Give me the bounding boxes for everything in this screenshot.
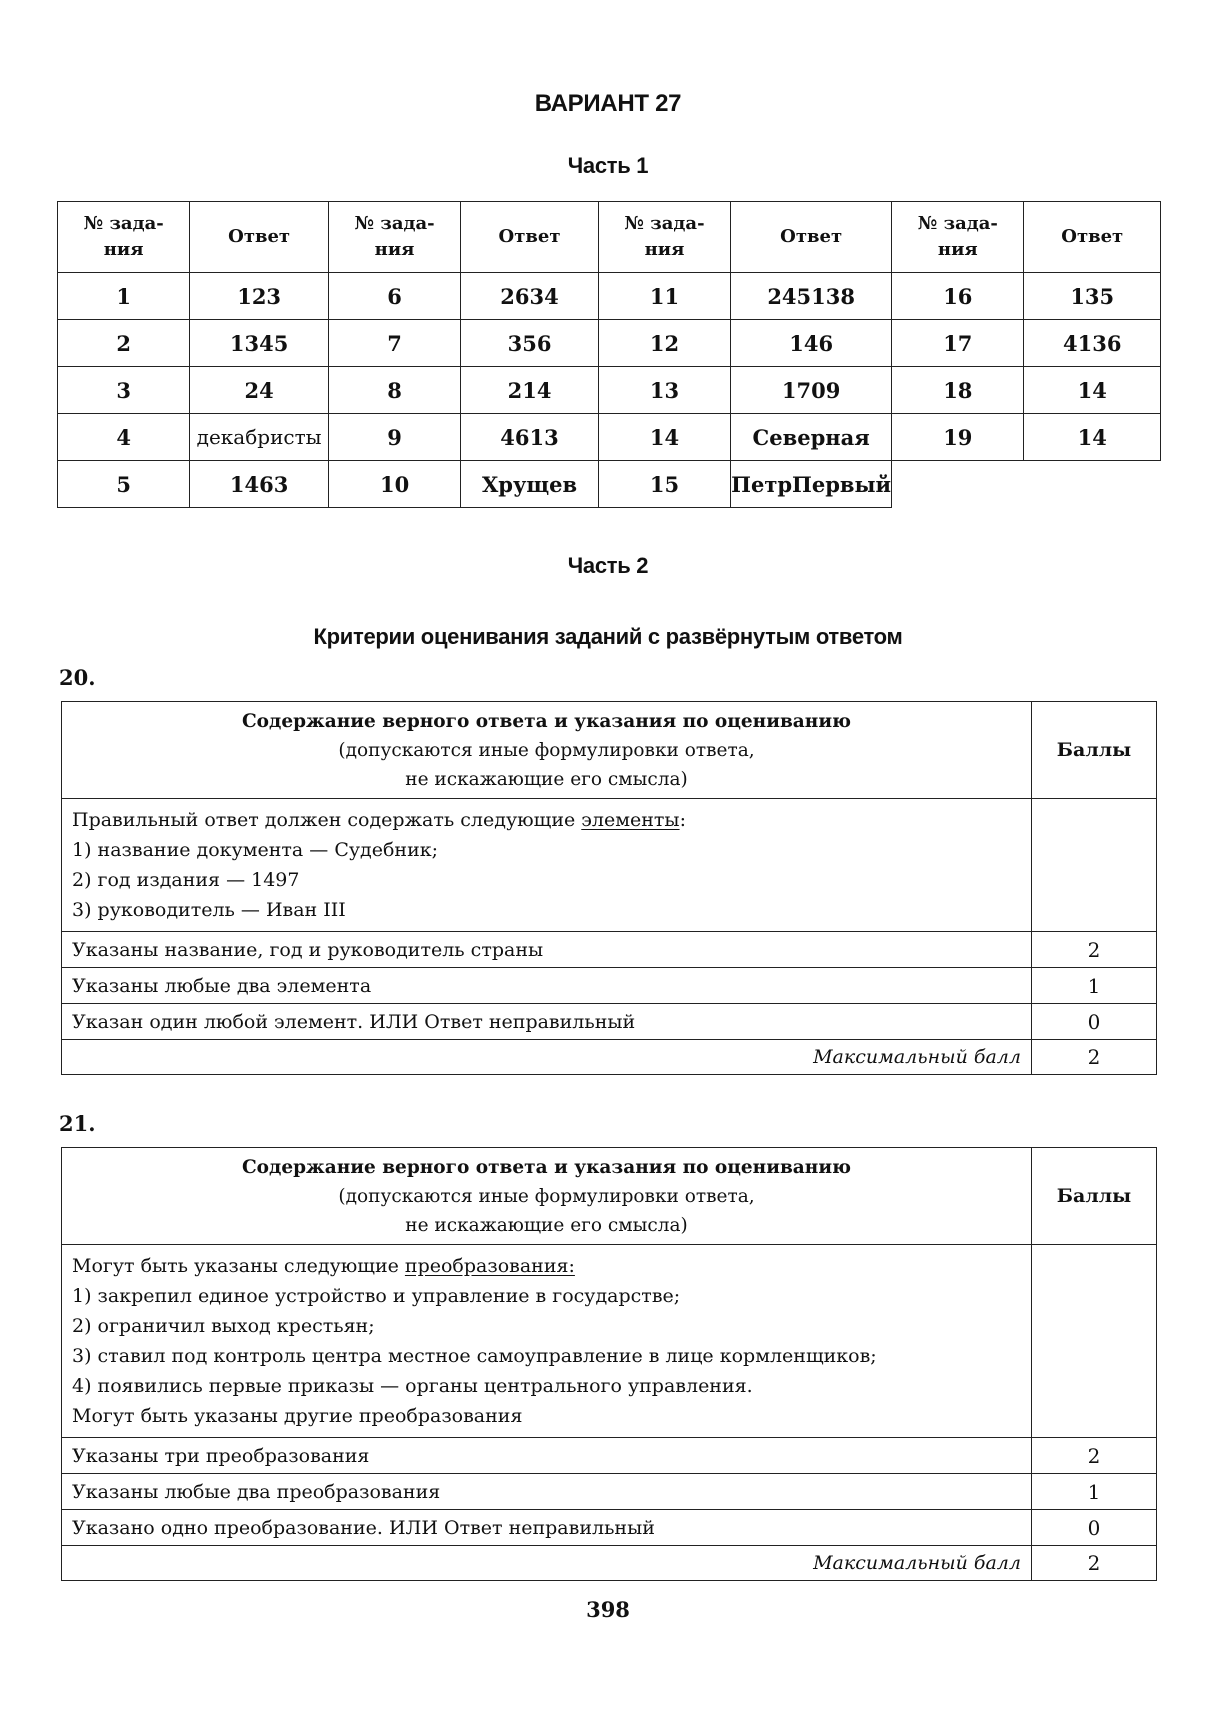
answer-item: 3) руководитель — Иван III bbox=[72, 899, 346, 921]
task-number: 6 bbox=[328, 273, 460, 320]
table-row bbox=[58, 273, 1161, 320]
header-line-1: Содержание верного ответа и указания по оцениванию bbox=[241, 1156, 852, 1178]
header-line-3: не искажающие его смысла) bbox=[405, 768, 688, 790]
answer-item: 2) ограничил выход крестьян; bbox=[72, 1315, 375, 1337]
answer-item: 1) название документа — Судебник; bbox=[72, 839, 439, 861]
task-answer: 123 bbox=[190, 273, 329, 320]
empty-cell bbox=[892, 461, 1024, 508]
header-text: ния bbox=[103, 239, 144, 260]
criteria-points: 1 bbox=[1032, 1474, 1157, 1510]
answer-item: 3) ставил под контроль центра местное самоуправление в лице кормленщиков; bbox=[72, 1345, 877, 1367]
empty-points-cell bbox=[1032, 799, 1157, 932]
header-answer: Ответ bbox=[190, 202, 329, 273]
header-answer: Ответ bbox=[731, 202, 892, 273]
criteria-points: 1 bbox=[1032, 968, 1157, 1004]
task-answer: 4613 bbox=[461, 414, 599, 461]
intro-after: : bbox=[679, 809, 686, 831]
task-number: 3 bbox=[58, 367, 190, 414]
criteria-table-21 bbox=[61, 1147, 1157, 1581]
header-text: № зада- bbox=[624, 213, 705, 234]
criteria-text: Указаны любые два элемента bbox=[62, 968, 1032, 1004]
task-answer: 4136 bbox=[1024, 320, 1161, 367]
task-number: 13 bbox=[598, 367, 730, 414]
header-text: ния bbox=[374, 239, 415, 260]
task-number: 14 bbox=[598, 414, 730, 461]
task-answer: 2634 bbox=[461, 273, 599, 320]
header-text: № зада- bbox=[83, 213, 164, 234]
answer-item: 2) год издания — 1497 bbox=[72, 869, 300, 891]
task-number: 10 bbox=[328, 461, 460, 508]
criteria-row bbox=[62, 1004, 1157, 1040]
answers-table bbox=[57, 201, 1161, 508]
task-answer: декабристы bbox=[190, 414, 329, 461]
task-answer: ПетрПервый bbox=[731, 461, 892, 508]
task-answer: 135 bbox=[1024, 273, 1161, 320]
table-row bbox=[58, 461, 1161, 508]
criteria-row bbox=[62, 932, 1157, 968]
empty-cell bbox=[1024, 461, 1161, 508]
max-score-value: 2 bbox=[1032, 1546, 1157, 1581]
task-number: 17 bbox=[892, 320, 1024, 367]
task-answer: 24 bbox=[190, 367, 329, 414]
task-number: 1 bbox=[58, 273, 190, 320]
task-answer: Северная bbox=[731, 414, 892, 461]
variant-title: ВАРИАНТ 27 bbox=[534, 90, 682, 117]
header-text: № зада- bbox=[917, 213, 998, 234]
task-number: 4 bbox=[58, 414, 190, 461]
task-answer: 1463 bbox=[190, 461, 329, 508]
task-number: 9 bbox=[328, 414, 460, 461]
part2-title: Часть 2 bbox=[567, 553, 649, 578]
criteria-points: 0 bbox=[1032, 1510, 1157, 1546]
table-row bbox=[58, 320, 1161, 367]
task-number: 16 bbox=[892, 273, 1024, 320]
task-answer: 356 bbox=[461, 320, 599, 367]
header-text: № зада- bbox=[354, 213, 435, 234]
criteria-points: 2 bbox=[1032, 932, 1157, 968]
max-score-row bbox=[62, 1546, 1157, 1581]
table-row bbox=[58, 414, 1161, 461]
header-task-number bbox=[58, 202, 190, 273]
criteria-header-content bbox=[62, 1148, 1032, 1245]
header-line-2: (допускаются иные формулировки ответа, bbox=[338, 739, 755, 761]
header-task-number bbox=[892, 202, 1024, 273]
header-task-number bbox=[598, 202, 730, 273]
answer-content bbox=[62, 1245, 1032, 1438]
task-answer: Хрущев bbox=[461, 461, 599, 508]
task-number: 18 bbox=[892, 367, 1024, 414]
task-answer: 14 bbox=[1024, 414, 1161, 461]
task-answer: 1709 bbox=[731, 367, 892, 414]
answer-content-row bbox=[62, 799, 1157, 932]
part1-title: Часть 1 bbox=[567, 153, 649, 178]
answer-item: 4) появились первые приказы — органы центрального управления. bbox=[72, 1375, 753, 1397]
intro-text: Правильный ответ должен содержать следующие bbox=[72, 809, 582, 831]
empty-points-cell bbox=[1032, 1245, 1157, 1438]
task-number: 15 bbox=[598, 461, 730, 508]
criteria-header-row bbox=[62, 702, 1157, 799]
task-answer: 245138 bbox=[731, 273, 892, 320]
table-row bbox=[58, 367, 1161, 414]
intro-underlined: преобразования: bbox=[404, 1255, 575, 1277]
criteria-row bbox=[62, 1474, 1157, 1510]
task-number: 5 bbox=[58, 461, 190, 508]
task-number: 8 bbox=[328, 367, 460, 414]
criteria-header-points: Баллы bbox=[1032, 1148, 1157, 1245]
criteria-title: Критерии оценивания заданий с развёрнутым ответом bbox=[313, 624, 903, 649]
max-score-label: Максимальный балл bbox=[62, 1546, 1032, 1581]
header-answer: Ответ bbox=[461, 202, 599, 273]
criteria-row bbox=[62, 968, 1157, 1004]
criteria-header-points: Баллы bbox=[1032, 702, 1157, 799]
max-score-label: Максимальный балл bbox=[62, 1040, 1032, 1075]
header-line-3: не искажающие его смысла) bbox=[405, 1214, 688, 1236]
answers-header-row bbox=[58, 202, 1161, 273]
answer-content-row bbox=[62, 1245, 1157, 1438]
criteria-header-content bbox=[62, 702, 1032, 799]
max-score-value: 2 bbox=[1032, 1040, 1157, 1075]
page-number: 398 bbox=[586, 1597, 630, 1622]
task-answer: 14 bbox=[1024, 367, 1161, 414]
task-number: 7 bbox=[328, 320, 460, 367]
header-line-2: (допускаются иные формулировки ответа, bbox=[338, 1185, 755, 1207]
criteria-table-20 bbox=[61, 701, 1157, 1075]
criteria-text: Указано одно преобразование. ИЛИ Ответ неправильный bbox=[62, 1510, 1032, 1546]
criteria-row bbox=[62, 1438, 1157, 1474]
task-20-label: 20. bbox=[59, 665, 96, 690]
answer-footer: Могут быть указаны другие преобразования bbox=[72, 1405, 523, 1427]
header-answer: Ответ bbox=[1024, 202, 1161, 273]
criteria-points: 2 bbox=[1032, 1438, 1157, 1474]
header-task-number bbox=[328, 202, 460, 273]
task-answer: 214 bbox=[461, 367, 599, 414]
criteria-text: Указаны название, год и руководитель страны bbox=[62, 932, 1032, 968]
criteria-text: Указаны любые два преобразования bbox=[62, 1474, 1032, 1510]
task-number: 19 bbox=[892, 414, 1024, 461]
task-21-label: 21. bbox=[59, 1111, 96, 1136]
task-answer: 1345 bbox=[190, 320, 329, 367]
max-score-row bbox=[62, 1040, 1157, 1075]
answer-item: 1) закрепил единое устройство и управление в государстве; bbox=[72, 1285, 681, 1307]
criteria-row bbox=[62, 1510, 1157, 1546]
task-answer: 146 bbox=[731, 320, 892, 367]
criteria-text: Указаны три преобразования bbox=[62, 1438, 1032, 1474]
task-number: 2 bbox=[58, 320, 190, 367]
criteria-points: 0 bbox=[1032, 1004, 1157, 1040]
header-text: ния bbox=[644, 239, 685, 260]
task-number: 11 bbox=[598, 273, 730, 320]
criteria-header-row bbox=[62, 1148, 1157, 1245]
intro-text: Могут быть указаны следующие bbox=[72, 1255, 405, 1277]
header-text: ния bbox=[937, 239, 978, 260]
task-number: 12 bbox=[598, 320, 730, 367]
intro-underlined: элементы bbox=[581, 809, 680, 831]
answer-content bbox=[62, 799, 1032, 932]
criteria-text: Указан один любой элемент. ИЛИ Ответ неправильный bbox=[62, 1004, 1032, 1040]
header-line-1: Содержание верного ответа и указания по оцениванию bbox=[241, 710, 852, 732]
